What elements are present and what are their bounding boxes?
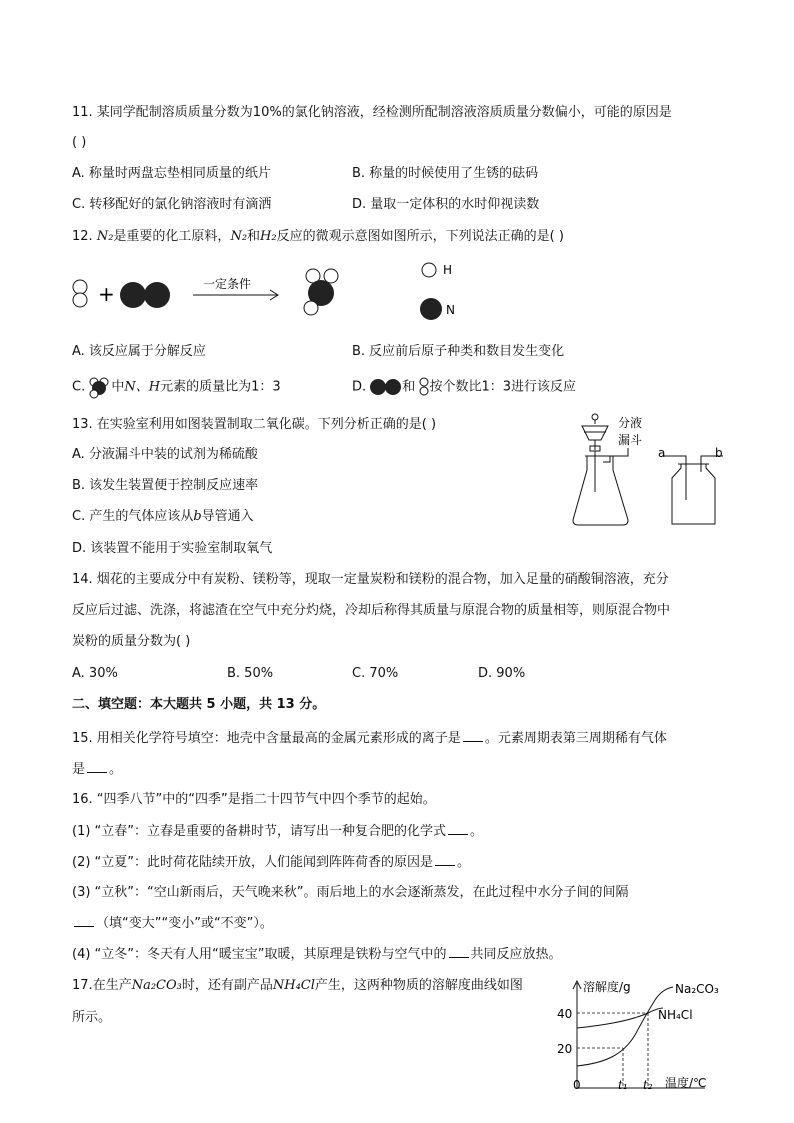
q16-part4	[72, 945, 562, 964]
q16-part3-line1: (3) “立秋”：“空山新雨后，天气晚来秋”。雨后地上的水会逐渐蒸发，在此过程中水分子间的间隔	[72, 885, 629, 900]
q15-text3: 是	[72, 762, 86, 777]
q12-number: 12.	[72, 229, 93, 244]
q12-n2-b: N₂	[230, 229, 248, 244]
q16-p4-end: 共同反应放热。	[470, 947, 562, 962]
q11-option-a: A. 称量时两盘忘垫相同质量的纸片	[72, 166, 271, 181]
q12-c-mid: 中	[111, 379, 125, 395]
q16-part3-line2	[72, 914, 273, 933]
q17-text2: 时，还有副产品	[181, 978, 273, 993]
section2-heading: 二、填空题：本大题共 5 小题，共 13 分。	[72, 697, 326, 712]
q15-text1: 15. 用相关化学符号填空：地壳中含量最高的金属元素形成的离子是	[72, 731, 461, 746]
product-nh3-molecule	[304, 269, 338, 315]
plus-sign: +	[98, 282, 115, 306]
q17-na2co3: Na₂CO₃	[131, 978, 182, 993]
q16-blank-2[interactable]	[435, 853, 455, 866]
funnel-label-line2: 漏斗	[618, 433, 643, 447]
na2co3-series-label: Na₂CO₃	[675, 982, 719, 996]
q12-h2: H₂	[260, 229, 277, 244]
q12-stem	[72, 228, 564, 246]
condition-label: 一定条件	[203, 277, 252, 291]
q12-c-prefix: C.	[72, 379, 86, 395]
q12-option-d	[352, 378, 576, 397]
x-tick-t1: t₁	[618, 1078, 628, 1092]
legend-h-label: H	[443, 263, 453, 277]
q13-c-var: b	[193, 509, 202, 524]
q16-part1	[72, 822, 483, 841]
n2-icon	[370, 378, 402, 396]
q12-n2: N₂	[96, 229, 114, 244]
guide-lines	[577, 1013, 648, 1088]
q11-option-d: D. 量取一定体积的水时仰视读数	[352, 197, 540, 212]
q13-c-post: 导管通入	[201, 509, 254, 524]
nh3-icon	[89, 378, 111, 396]
q13-option-c	[72, 508, 254, 526]
q14-option-c: C. 70%	[352, 666, 399, 681]
q17-text3: 产生，这两种物质的溶解度曲线如图	[314, 978, 523, 993]
q16-blank-3[interactable]	[74, 914, 94, 927]
q12-d-mid: 和	[402, 379, 416, 395]
reactant-n2-molecule	[120, 282, 170, 308]
q16-p1-text: (1) “立春”：立春是重要的备耕时节，请写出一种复合肥的化学式	[72, 824, 447, 839]
q11-option-b: B. 称量的时候使用了生锈的砝码	[352, 166, 539, 181]
q17-stem-line1	[72, 977, 523, 995]
h2-icon	[419, 378, 429, 396]
solubility-chart	[555, 975, 755, 1095]
q16-blank-1[interactable]	[448, 822, 468, 835]
q16-part2	[72, 853, 470, 872]
q11-option-c: C. 转移配好的氯化钠溶液时有滴洒	[72, 197, 272, 212]
q12-c-vars: N、H	[124, 379, 161, 395]
funnel-label-line1: 分液	[618, 416, 643, 430]
q13-option-d: D. 该装置不能用于实验室制取氧气	[72, 541, 273, 556]
reactant-h2-molecule	[73, 280, 87, 307]
y-axis-label: 溶解度/g	[583, 980, 631, 994]
q14-option-b: B. 50%	[227, 666, 274, 681]
q15-line1	[72, 729, 667, 748]
q16-p2-text: (2) “立夏”：此时荷花陆续开放，人们能闻到阵阵荷香的原因是	[72, 855, 434, 870]
tube-a-label: a	[658, 446, 666, 460]
q16-blank-4[interactable]	[449, 945, 469, 958]
legend	[420, 263, 455, 320]
legend-n-label: N	[446, 303, 455, 317]
q12-text1: 是重要的化工原料，	[113, 229, 231, 244]
q14-stem-line2: 反应后过滤、洗涤，将滤渣在空气中充分灼烧，冷却后称得其质量与原混合物的质量相等，则原混合物中	[72, 603, 671, 618]
reaction-arrow	[193, 290, 278, 300]
q12-d-post: 按个数比1：3进行该反应	[429, 379, 576, 395]
q15-line2	[72, 760, 122, 779]
y-tick-40: 40	[557, 1007, 573, 1021]
q13-apparatus-diagram	[568, 412, 768, 532]
q13-c-prefix: C. 产生的气体应该从	[72, 509, 194, 524]
q12-option-b: B. 反应前后原子种类和数目发生变化	[352, 344, 565, 359]
x-axis-label: 温度/℃	[665, 1076, 707, 1090]
q12-c-post: 元素的质量比为1：3	[160, 379, 281, 395]
q15-blank-1[interactable]	[463, 729, 483, 742]
q17-stem-line2: 所示。	[72, 1010, 112, 1025]
q11-stem-line2: ( )	[72, 135, 87, 150]
q13-stem: 13. 在实验室利用如图装置制取二氧化碳。下列分析正确的是( )	[72, 417, 437, 432]
q14-stem-line1: 14. 烟花的主要成分中有炭粉、镁粉等，现取一定量炭粉和镁粉的混合物，加入足量的硝酸铜溶液，充分	[72, 572, 669, 587]
q14-option-d: D. 90%	[478, 666, 526, 681]
conical-flask	[573, 448, 628, 525]
gas-collection-bottle	[664, 456, 723, 524]
q14-option-a: A. 30%	[72, 666, 118, 681]
q15-blank-2[interactable]	[87, 760, 107, 773]
q12-text2: 和	[247, 229, 261, 244]
tube-b-label: b	[715, 446, 723, 460]
q16-p4-text: (4) “立冬”：冬天有人用“暖宝宝”取暖，其原理是铁粉与空气中的	[72, 947, 447, 962]
q16-stem: 16. “四季八节”中的“四季”是指二十四节气中四个季节的起始。	[72, 792, 436, 807]
q17-text1: 在生产	[92, 978, 132, 993]
q16-p1-end: 。	[470, 824, 484, 839]
q12-reaction-diagram	[0, 255, 794, 345]
q17-nh4cl: NH₄Cl	[272, 978, 315, 993]
nh4cl-curve	[577, 1008, 663, 1028]
q16-p2-end: 。	[457, 855, 471, 870]
q15-text2: 。元素周期表第三周期稀有气体	[484, 731, 667, 746]
q12-option-a: A. 该反应属于分解反应	[72, 344, 206, 359]
q12-option-c	[72, 378, 281, 397]
q17-number: 17.	[72, 978, 93, 993]
q11-stem-line1: 11. 某同学配制溶质质量分数为10%的氯化钠溶液，经检测所配制溶液溶质质量分数偏小，可能的原因是	[72, 105, 672, 120]
q14-stem-line3: 炭粉的质量分数为( )	[72, 634, 191, 649]
x-tick-0: 0	[573, 1078, 581, 1092]
q13-option-b: B. 该发生装置便于控制反应速率	[72, 478, 259, 493]
x-tick-t2: t₂	[643, 1078, 653, 1092]
q16-p3-end: （填“变大”“变小”或“不变”）。	[96, 916, 273, 931]
y-tick-20: 20	[557, 1042, 573, 1056]
q12-d-prefix: D.	[352, 379, 367, 395]
q12-text3: 反应的微观示意图如图所示，下列说法正确的是( )	[276, 229, 564, 244]
axes	[573, 981, 705, 1088]
q15-text4: 。	[109, 762, 123, 777]
nh4cl-series-label: NH₄Cl	[658, 1008, 693, 1022]
separatory-funnel	[582, 414, 608, 492]
q13-option-a: A. 分液漏斗中装的试剂为稀硫酸	[72, 447, 258, 462]
